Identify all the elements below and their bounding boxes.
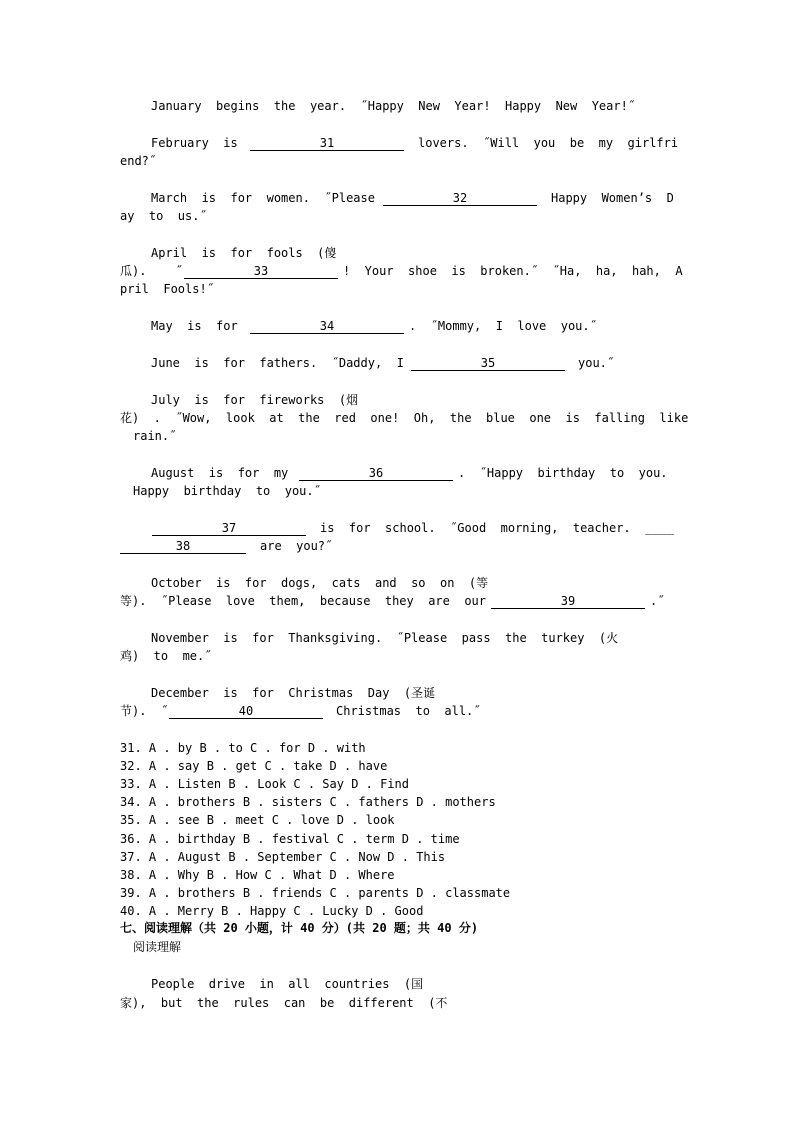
reading-line-1: People drive in all countries (国: [151, 977, 424, 991]
blank-40[interactable]: 40: [169, 704, 323, 719]
paragraph-august-end: . ˝Happy birthday to you.: [458, 466, 668, 480]
option-line-40: 40. A . Merry B . Happy C . Lucky D . Good: [120, 904, 424, 918]
paragraph-april-start: April is for fools (傻: [151, 246, 337, 260]
paragraph-april-wrap: pril Fools!˝: [120, 282, 214, 296]
paragraph-february-start: February is: [151, 136, 238, 150]
paragraph-march-wrap: ay to us.˝: [120, 209, 207, 223]
paragraph-february-wrap: end?˝: [120, 154, 157, 168]
option-line-32: 32. A . say B . get C . take D . have: [120, 759, 388, 773]
option-line-37: 37. A . August B . September C . Now D . This: [120, 850, 446, 864]
section-subheading: 阅读理解: [133, 940, 182, 954]
paragraph-may-end: . ˝Mommy, I love you.˝: [409, 319, 597, 333]
paragraph-december-start: December is for Christmas Day (圣诞: [151, 686, 436, 700]
paragraph-september-wrap: are you?˝: [260, 539, 333, 553]
paragraph-june-start: June is for fathers. ˝Daddy, I: [151, 356, 404, 370]
paragraph-july-start: July is for fireworks (烟: [151, 393, 359, 407]
paragraph-march-end: Happy Women’s D: [551, 191, 674, 205]
blank-31[interactable]: 31: [250, 136, 404, 151]
paragraph-january: January begins the year. ˝Happy New Year! Happy New Year!˝: [151, 99, 636, 113]
paragraph-august-start: August is for my: [151, 466, 289, 480]
paragraph-november-wrap: 鸡) to me.˝: [120, 649, 212, 663]
paragraph-february-end: lovers. ˝Will you be my girlfri: [418, 136, 679, 150]
reading-line-2: 家), but the rules can be different (不: [120, 996, 448, 1010]
paragraph-december-line2-start: 节). ˝: [120, 704, 169, 718]
paragraph-october-start: October is for dogs, cats and so on (等: [151, 576, 489, 590]
paragraph-august-wrap: Happy birthday to you.˝: [133, 484, 321, 498]
blank-36[interactable]: 36: [299, 466, 453, 481]
paragraph-april-line2-start: 瓜). ˝: [120, 264, 183, 278]
option-line-33: 33. A . Listen B . Look C . Say D . Find: [120, 777, 409, 791]
paragraph-november-start: November is for Thanksgiving. ˝Please pass the turkey (火: [151, 631, 619, 645]
paragraph-may-start: May is for: [151, 319, 238, 333]
blank-34[interactable]: 34: [250, 319, 404, 334]
option-line-35: 35. A . see B . meet C . love D . look: [120, 813, 395, 827]
paragraph-march-start: March is for women. ˝Please: [151, 191, 375, 205]
option-line-36: 36. A . birthday B . festival C . term D . time: [120, 832, 460, 846]
option-line-31: 31. A . by B . to C . for D . with: [120, 741, 366, 755]
option-line-39: 39. A . brothers B . friends C . parents D . classmate: [120, 886, 511, 900]
blank-35[interactable]: 35: [411, 356, 565, 371]
paragraph-october-end: .˝: [650, 594, 665, 608]
option-line-34: 34. A . brothers B . sisters C . fathers D . mothers: [120, 795, 496, 809]
paragraph-april-line2-end: ! Your shoe is broken.˝ ˝Ha, ha, hah, A: [343, 264, 683, 278]
paragraph-september-end: is for school. ˝Good morning, teacher. ____: [320, 521, 675, 535]
paragraph-october-line2: 等). ˝Please love them, because they are our: [120, 594, 487, 608]
option-line-38: 38. A . Why B . How C . What D . Where: [120, 868, 395, 882]
section-heading: 七、阅读理解（共 20 小题，计 40 分）(共 20 题；共 40 分): [120, 921, 479, 935]
paragraph-july-wrap: rain.˝: [133, 429, 177, 443]
paragraph-december-end: Christmas to all.˝: [336, 704, 481, 718]
blank-33[interactable]: 33: [184, 264, 338, 279]
blank-37[interactable]: 37: [152, 521, 306, 536]
blank-39[interactable]: 39: [491, 594, 645, 609]
paragraph-july-line2: 花) . ˝Wow, look at the red one! Oh, the blue one is falling like: [120, 411, 689, 425]
blank-38[interactable]: 38: [120, 539, 246, 554]
paragraph-june-end: you.˝: [578, 356, 615, 370]
blank-32[interactable]: 32: [383, 191, 537, 206]
